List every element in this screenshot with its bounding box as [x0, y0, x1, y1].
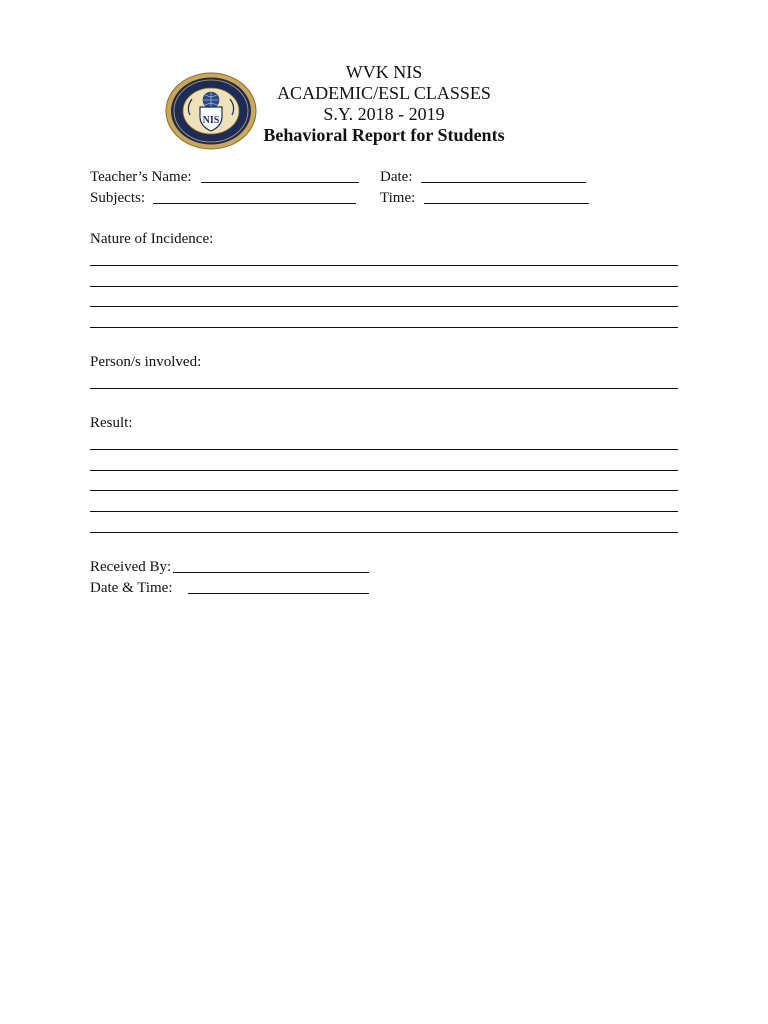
subjects-label: Subjects:	[90, 190, 145, 206]
time-field[interactable]	[424, 203, 589, 204]
nature-line-1[interactable]	[90, 265, 678, 266]
header-line-3: S.Y. 2018 - 2019	[323, 104, 445, 124]
teacher-name-field[interactable]	[201, 182, 359, 183]
date-time-label: Date & Time:	[90, 580, 173, 596]
result-line-5[interactable]	[90, 532, 678, 533]
result-line-2[interactable]	[90, 470, 678, 471]
date-field[interactable]	[421, 182, 586, 183]
persons-involved-label: Person/s involved:	[90, 354, 202, 370]
time-label: Time:	[380, 190, 416, 206]
result-label: Result:	[90, 415, 133, 431]
school-seal-logo	[164, 71, 258, 151]
logo-text: NIS	[202, 115, 220, 126]
result-line-1[interactable]	[90, 449, 678, 450]
received-by-label: Received By:	[90, 559, 172, 575]
nature-line-2[interactable]	[90, 286, 678, 287]
nature-of-incidence-label: Nature of Incidence:	[90, 231, 214, 247]
date-label: Date:	[380, 169, 413, 185]
received-by-field[interactable]	[173, 572, 369, 573]
teacher-name-label: Teacher’s Name:	[90, 169, 192, 185]
header-line-1: WVK NIS	[345, 62, 423, 82]
header-line-4: Behavioral Report for Students	[263, 125, 505, 145]
date-time-field[interactable]	[188, 593, 369, 594]
subjects-field[interactable]	[153, 203, 356, 204]
result-line-4[interactable]	[90, 511, 678, 512]
nature-line-3[interactable]	[90, 306, 678, 307]
form-header	[258, 62, 510, 146]
header-line-2: ACADEMIC/ESL CLASSES	[277, 83, 491, 103]
nature-line-4[interactable]	[90, 327, 678, 328]
persons-line-1[interactable]	[90, 388, 678, 389]
result-line-3[interactable]	[90, 490, 678, 491]
